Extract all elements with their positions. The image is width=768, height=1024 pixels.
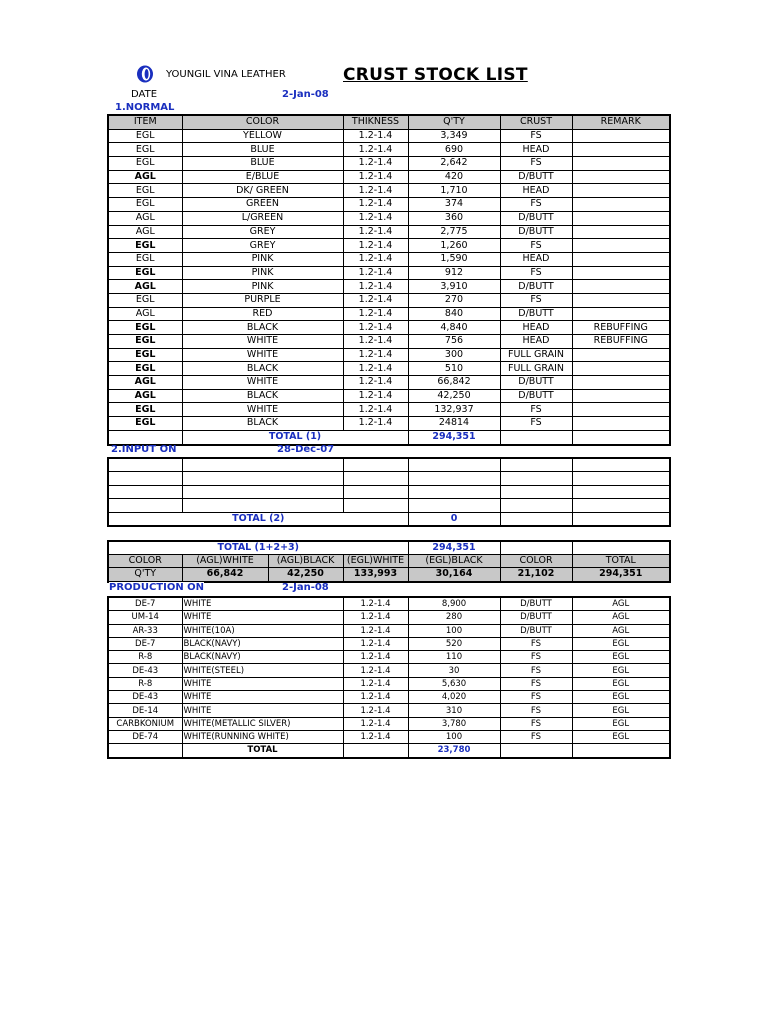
color-cell: WHITE(METALLIC SILVER) [182,717,343,730]
crust-cell: FS [500,677,572,690]
table-row [108,321,670,335]
code-cell: DE-14 [108,704,182,717]
summary-total-row [108,541,670,555]
remark-cell [572,143,670,157]
thickness-cell: 1.2-1.4 [343,677,408,690]
type-cell: AGL [572,624,670,637]
crust-cell: FS [500,664,572,677]
remark-cell [572,403,670,417]
total-1-value: 294,351 [408,430,500,444]
thickness-cell: 1.2-1.4 [343,211,408,225]
table-row [108,252,670,266]
table-row [108,611,670,624]
thickness-cell: 1.2-1.4 [343,376,408,390]
item-cell: EGL [108,335,182,349]
qty-cell: 3,349 [408,129,500,143]
thickness-cell: 1.2-1.4 [343,403,408,417]
type-cell: EGL [572,651,670,664]
remark-cell: REBUFFING [572,321,670,335]
qty-cell: 690 [408,143,500,157]
color-cell: BLACK [182,362,343,376]
remark-cell [572,129,670,143]
type-cell: EGL [572,704,670,717]
production-total-value: 23,780 [408,744,500,758]
crust-cell: HEAD [500,143,572,157]
remark-cell [572,198,670,212]
qty-cell: 2,775 [408,225,500,239]
item-cell: EGL [108,266,182,280]
item-cell: AGL [108,307,182,321]
thickness-cell: 1.2-1.4 [343,266,408,280]
color-cell: BLUE [182,143,343,157]
table-row [108,335,670,349]
thickness-cell: 1.2-1.4 [343,239,408,253]
qty-cell: 1,260 [408,239,500,253]
qty-cell: 21,102 [500,568,572,582]
thickness-cell: 1.2-1.4 [343,157,408,171]
table-row [108,472,670,485]
table-row [108,280,670,294]
column-header: (EGL)WHITE [343,555,408,568]
column-header: Q'TY [408,115,500,129]
qty-cell: 840 [408,307,500,321]
qty-cell: 520 [408,637,500,650]
crust-cell: FS [500,266,572,280]
remark-cell [572,239,670,253]
color-cell: E/BLUE [182,170,343,184]
table-row [108,362,670,376]
color-cell: BLUE [182,157,343,171]
thickness-cell: 1.2-1.4 [343,730,408,743]
item-cell: EGL [108,239,182,253]
color-cell: BLACK [182,417,343,431]
color-cell: WHITE(10A) [182,624,343,637]
type-cell: EGL [572,691,670,704]
remark-cell [572,307,670,321]
item-cell: AGL [108,211,182,225]
thickness-cell: 1.2-1.4 [343,170,408,184]
qty-cell: 100 [408,624,500,637]
color-cell: PINK [182,280,343,294]
item-cell: EGL [108,403,182,417]
table-row [108,499,670,512]
remark-cell [572,184,670,198]
code-cell: DE-7 [108,597,182,611]
table-row [108,129,670,143]
remark-cell [572,376,670,390]
crust-cell: HEAD [500,184,572,198]
thickness-cell: 1.2-1.4 [343,184,408,198]
type-cell: EGL [572,717,670,730]
crust-cell: FS [500,717,572,730]
type-cell: EGL [572,664,670,677]
thickness-cell: 1.2-1.4 [343,597,408,611]
date-label: DATE [131,89,158,100]
qty-cell: 42,250 [268,568,343,582]
qty-cell: 280 [408,611,500,624]
thickness-cell: 1.2-1.4 [343,389,408,403]
crust-cell: FS [500,704,572,717]
summary-header-row [108,555,670,568]
column-header: COLOR [108,555,182,568]
remark-cell [572,157,670,171]
item-cell: AGL [108,376,182,390]
table-row [108,157,670,171]
qty-cell: 420 [408,170,500,184]
table-row [108,403,670,417]
date-value: 2-Jan-08 [282,89,329,100]
input-on-date: 28-Dec-07 [277,444,335,455]
table-row [108,348,670,362]
color-cell: BLACK(NAVY) [182,637,343,650]
total-1-label: TOTAL (1) [182,430,408,444]
item-cell: EGL [108,293,182,307]
remark-cell [572,225,670,239]
page-title: CRUST STOCK LIST [343,65,528,85]
code-cell: DE-74 [108,730,182,743]
crust-cell: D/BUTT [500,389,572,403]
table-row [108,717,670,730]
qty-cell: 100 [408,730,500,743]
remark-cell [572,389,670,403]
thickness-cell: 1.2-1.4 [343,293,408,307]
item-cell: EGL [108,198,182,212]
table-row [108,458,670,472]
thickness-cell: 1.2-1.4 [343,637,408,650]
crust-cell: FS [500,403,572,417]
qty-cell: 42,250 [408,389,500,403]
remark-cell [572,252,670,266]
thickness-cell: 1.2-1.4 [343,691,408,704]
crust-cell: FS [500,129,572,143]
crust-cell: FS [500,293,572,307]
column-header: REMARK [572,115,670,129]
color-cell: PURPLE [182,293,343,307]
thickness-cell: 1.2-1.4 [343,651,408,664]
item-cell: EGL [108,348,182,362]
color-cell: WHITE [182,403,343,417]
color-cell: RED [182,307,343,321]
qty-cell: 510 [408,362,500,376]
qty-cell: 24814 [408,417,500,431]
item-cell: EGL [108,417,182,431]
thickness-cell: 1.2-1.4 [343,624,408,637]
thickness-cell: 1.2-1.4 [343,611,408,624]
qty-cell: 374 [408,198,500,212]
type-cell: EGL [572,677,670,690]
column-header: (EGL)BLACK [408,555,500,568]
column-header: THIKNESS [343,115,408,129]
crust-cell: FS [500,637,572,650]
crust-cell: FULL GRAIN [500,362,572,376]
type-cell: EGL [572,730,670,743]
code-cell: R-8 [108,677,182,690]
code-cell: R-8 [108,651,182,664]
table-row [108,198,670,212]
qty-cell: 1,590 [408,252,500,266]
column-header: COLOR [500,555,572,568]
item-cell: EGL [108,321,182,335]
color-cell: PINK [182,252,343,266]
code-cell: UM-14 [108,611,182,624]
crust-cell: FS [500,651,572,664]
table-row [108,651,670,664]
column-header: (AGL)WHITE [182,555,268,568]
table-row [108,266,670,280]
crust-cell: FS [500,239,572,253]
production-date: 2-Jan-08 [282,582,329,593]
table-row [108,485,670,498]
qty-cell: 8,900 [408,597,500,611]
item-cell: EGL [108,143,182,157]
table-row [108,170,670,184]
crust-cell: FS [500,730,572,743]
crust-cell: D/BUTT [500,211,572,225]
color-cell: BLACK [182,321,343,335]
table-row [108,624,670,637]
total-row [108,512,670,526]
qty-cell: 300 [408,348,500,362]
qty-cell: 5,630 [408,677,500,690]
qty-cell: 3,910 [408,280,500,294]
thickness-cell: 1.2-1.4 [343,129,408,143]
type-cell: AGL [572,611,670,624]
qty-cell: 30,164 [408,568,500,582]
qty-cell: 4,020 [408,691,500,704]
remark-cell [572,211,670,225]
qty-cell: 30 [408,664,500,677]
item-cell: EGL [108,184,182,198]
crust-cell: FS [500,417,572,431]
table-row [108,704,670,717]
section-normal-label: 1.NORMAL [115,102,175,113]
table-row [108,417,670,431]
thickness-cell: 1.2-1.4 [343,225,408,239]
thickness-cell: 1.2-1.4 [343,307,408,321]
total-2-value: 0 [408,512,500,526]
color-cell: WHITE(RUNNING WHITE) [182,730,343,743]
remark-cell [572,362,670,376]
color-cell: WHITE [182,597,343,611]
thickness-cell: 1.2-1.4 [343,704,408,717]
normal-stock-table [107,114,671,446]
color-cell: YELLOW [182,129,343,143]
production-total-label: TOTAL [182,744,343,758]
remark-cell [572,170,670,184]
table-row [108,677,670,690]
crust-cell: D/BUTT [500,376,572,390]
crust-cell: D/BUTT [500,225,572,239]
table-header-row [108,115,670,129]
crust-cell: D/BUTT [500,170,572,184]
item-cell: EGL [108,252,182,266]
table-row [108,376,670,390]
qty-cell: 270 [408,293,500,307]
summary-total-value: 294,351 [408,541,500,555]
qty-cell: 133,993 [343,568,408,582]
section-production-label: PRODUCTION ON [109,582,205,593]
thickness-cell: 1.2-1.4 [343,335,408,349]
color-cell: L/GREEN [182,211,343,225]
color-cell: WHITE [182,677,343,690]
qty-cell: 4,840 [408,321,500,335]
crust-cell: HEAD [500,252,572,266]
remark-cell [572,348,670,362]
item-cell: EGL [108,157,182,171]
table-row [108,225,670,239]
company-name: YOUNGIL VINA LEATHER [166,69,286,80]
remark-cell [572,417,670,431]
crust-cell: FS [500,157,572,171]
table-row [108,184,670,198]
column-header: COLOR [182,115,343,129]
thickness-cell: 1.2-1.4 [343,348,408,362]
qty-cell: 294,351 [572,568,670,582]
table-row [108,730,670,743]
qty-cell: 1,710 [408,184,500,198]
color-cell: WHITE(STEEL) [182,664,343,677]
crust-cell: FS [500,691,572,704]
color-cell: DK/ GREEN [182,184,343,198]
thickness-cell: 1.2-1.4 [343,717,408,730]
column-header: ITEM [108,115,182,129]
production-table [107,596,671,759]
crust-cell: D/BUTT [500,597,572,611]
table-row [108,389,670,403]
color-cell: BLACK(NAVY) [182,651,343,664]
color-cell: BLACK [182,389,343,403]
color-cell: WHITE [182,376,343,390]
color-cell: GREY [182,225,343,239]
thickness-cell: 1.2-1.4 [343,664,408,677]
total-row [108,744,670,758]
crust-cell: FS [500,198,572,212]
qty-cell: 66,842 [408,376,500,390]
qty-cell: 3,780 [408,717,500,730]
qty-cell: 132,937 [408,403,500,417]
code-cell: CARBKONIUM [108,717,182,730]
table-row [108,239,670,253]
item-cell: AGL [108,280,182,294]
table-row [108,691,670,704]
table-row [108,307,670,321]
summary-total-label: TOTAL (1+2+3) [108,541,408,555]
color-cell: WHITE [182,611,343,624]
item-cell: AGL [108,389,182,403]
color-cell: GREEN [182,198,343,212]
table-row [108,293,670,307]
remark-cell: REBUFFING [572,335,670,349]
color-cell: GREY [182,239,343,253]
column-header: TOTAL [572,555,670,568]
thickness-cell: 1.2-1.4 [343,143,408,157]
item-cell: EGL [108,129,182,143]
color-cell: PINK [182,266,343,280]
table-row [108,664,670,677]
qty-label: Q'TY [108,568,182,582]
thickness-cell: 1.2-1.4 [343,321,408,335]
item-cell: AGL [108,225,182,239]
qty-cell: 756 [408,335,500,349]
remark-cell [572,293,670,307]
color-cell: WHITE [182,704,343,717]
column-header: (AGL)BLACK [268,555,343,568]
crust-cell: D/BUTT [500,307,572,321]
qty-cell: 66,842 [182,568,268,582]
summary-qty-row [108,568,670,582]
qty-cell: 2,642 [408,157,500,171]
remark-cell [572,266,670,280]
thickness-cell: 1.2-1.4 [343,252,408,266]
summary-table [107,540,671,583]
column-header: CRUST [500,115,572,129]
code-cell: DE-43 [108,691,182,704]
crust-cell: HEAD [500,321,572,335]
item-cell: EGL [108,362,182,376]
qty-cell: 912 [408,266,500,280]
crust-cell: FULL GRAIN [500,348,572,362]
code-cell: DE-43 [108,664,182,677]
table-row [108,143,670,157]
total-2-label: TOTAL (2) [108,512,408,526]
qty-cell: 110 [408,651,500,664]
crust-cell: D/BUTT [500,280,572,294]
thickness-cell: 1.2-1.4 [343,417,408,431]
crust-cell: D/BUTT [500,611,572,624]
table-row [108,211,670,225]
table-row [108,597,670,611]
thickness-cell: 1.2-1.4 [343,362,408,376]
type-cell: AGL [572,597,670,611]
total-row [108,430,670,444]
input-on-table [107,457,671,527]
color-cell: WHITE [182,335,343,349]
qty-cell: 360 [408,211,500,225]
remark-cell [572,280,670,294]
section-input-on-label: 2.INPUT ON [111,444,177,455]
crust-cell: HEAD [500,335,572,349]
table-row [108,637,670,650]
color-cell: WHITE [182,691,343,704]
type-cell: EGL [572,637,670,650]
code-cell: AR-33 [108,624,182,637]
item-cell: AGL [108,170,182,184]
thickness-cell: 1.2-1.4 [343,198,408,212]
color-cell: WHITE [182,348,343,362]
code-cell: DE-7 [108,637,182,650]
thickness-cell: 1.2-1.4 [343,280,408,294]
crust-cell: D/BUTT [500,624,572,637]
company-logo-icon [136,65,154,83]
qty-cell: 310 [408,704,500,717]
